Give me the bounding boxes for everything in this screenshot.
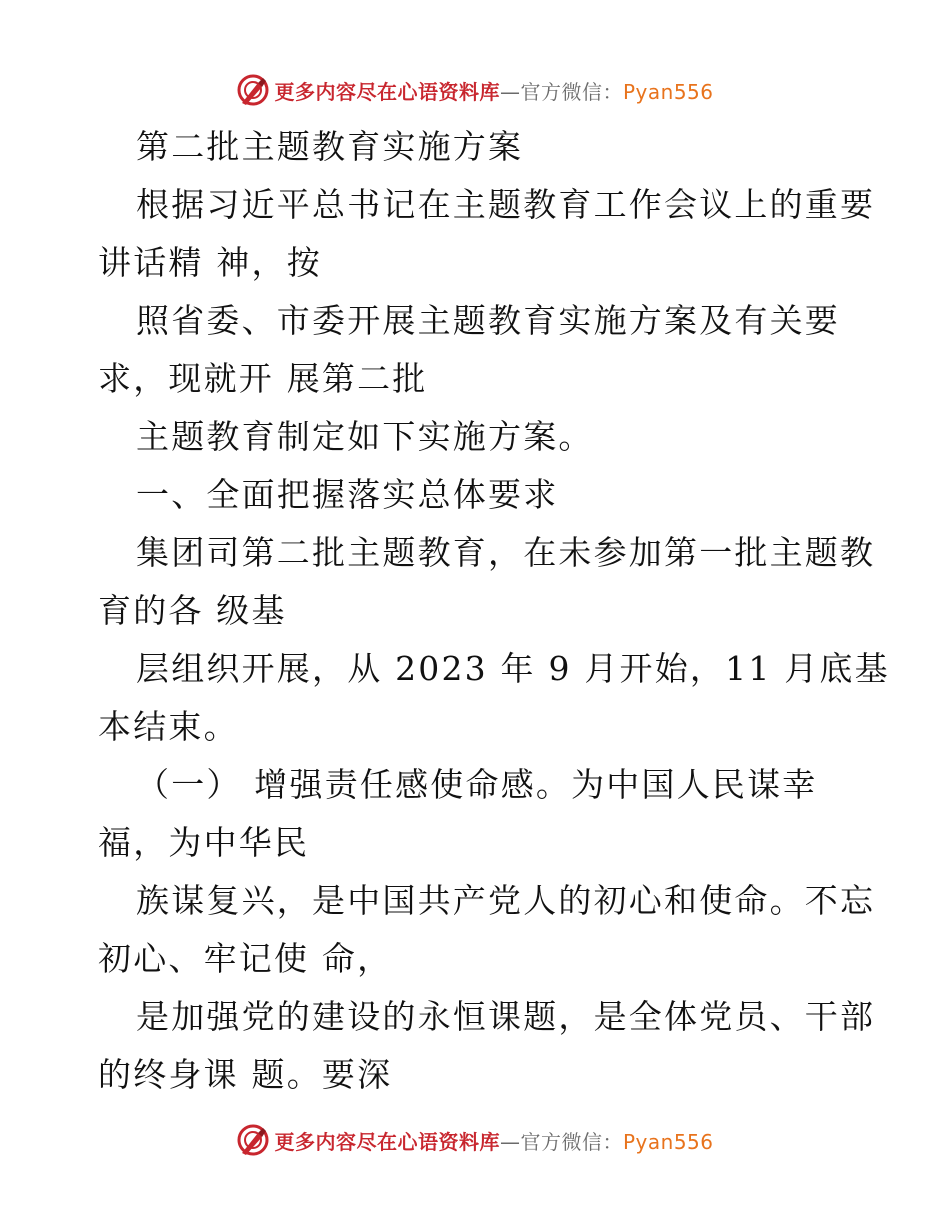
paragraph-line: 照省委、市委开展主题教育实施方案及有关要 — [136, 301, 840, 340]
paragraph-line: 育的各 级基 — [98, 591, 287, 630]
doc-title: 第二批主题教育实施方案 — [136, 127, 524, 166]
wechat-id: Pyan556 — [622, 1129, 714, 1154]
paragraph-line: 讲话精 神，按 — [98, 243, 322, 282]
subsection-heading: （一） 增强责任感使命感。为中国人民谋幸 — [136, 765, 818, 804]
paragraph-line: 的终身课 题。要深 — [98, 1055, 393, 1094]
paragraph-line: 初心、牢记使 命， — [98, 939, 393, 978]
paragraph-line: 层组织开展，从 2023 年 9 月开始，11 月底基 — [136, 649, 890, 688]
wechat-id: Pyan556 — [622, 79, 714, 104]
document-body — [98, 118, 890, 1104]
paragraph-line: 本结束。 — [98, 707, 239, 746]
paragraph-line: 求，现就开 展第二批 — [98, 359, 428, 398]
wechat-label: —官方微信： — [499, 1129, 623, 1154]
wechat-label: —官方微信： — [499, 79, 623, 104]
paragraph-line: 福，为中华民 — [98, 823, 310, 862]
paragraph-line: 是加强党的建设的永恒课题，是全体党员、干部 — [136, 997, 876, 1036]
pen-logo-icon — [236, 73, 270, 107]
header-banner — [0, 68, 950, 112]
section-heading: 一、全面把握落实总体要求 — [136, 475, 559, 514]
promo-text: 更多内容尽在心语资料库 — [274, 79, 500, 104]
pen-logo-icon — [236, 1123, 270, 1157]
paragraph-line: 根据习近平总书记在主题教育工作会议上的重要 — [136, 185, 876, 224]
footer-banner — [0, 1118, 950, 1162]
paragraph-line: 族谋复兴，是中国共产党人的初心和使命。不忘 — [136, 881, 876, 920]
promo-text: 更多内容尽在心语资料库 — [274, 1129, 500, 1154]
paragraph-line: 主题教育制定如下实施方案。 — [136, 417, 594, 456]
paragraph-line: 集团司第二批主题教育，在未参加第一批主题教 — [136, 533, 876, 572]
